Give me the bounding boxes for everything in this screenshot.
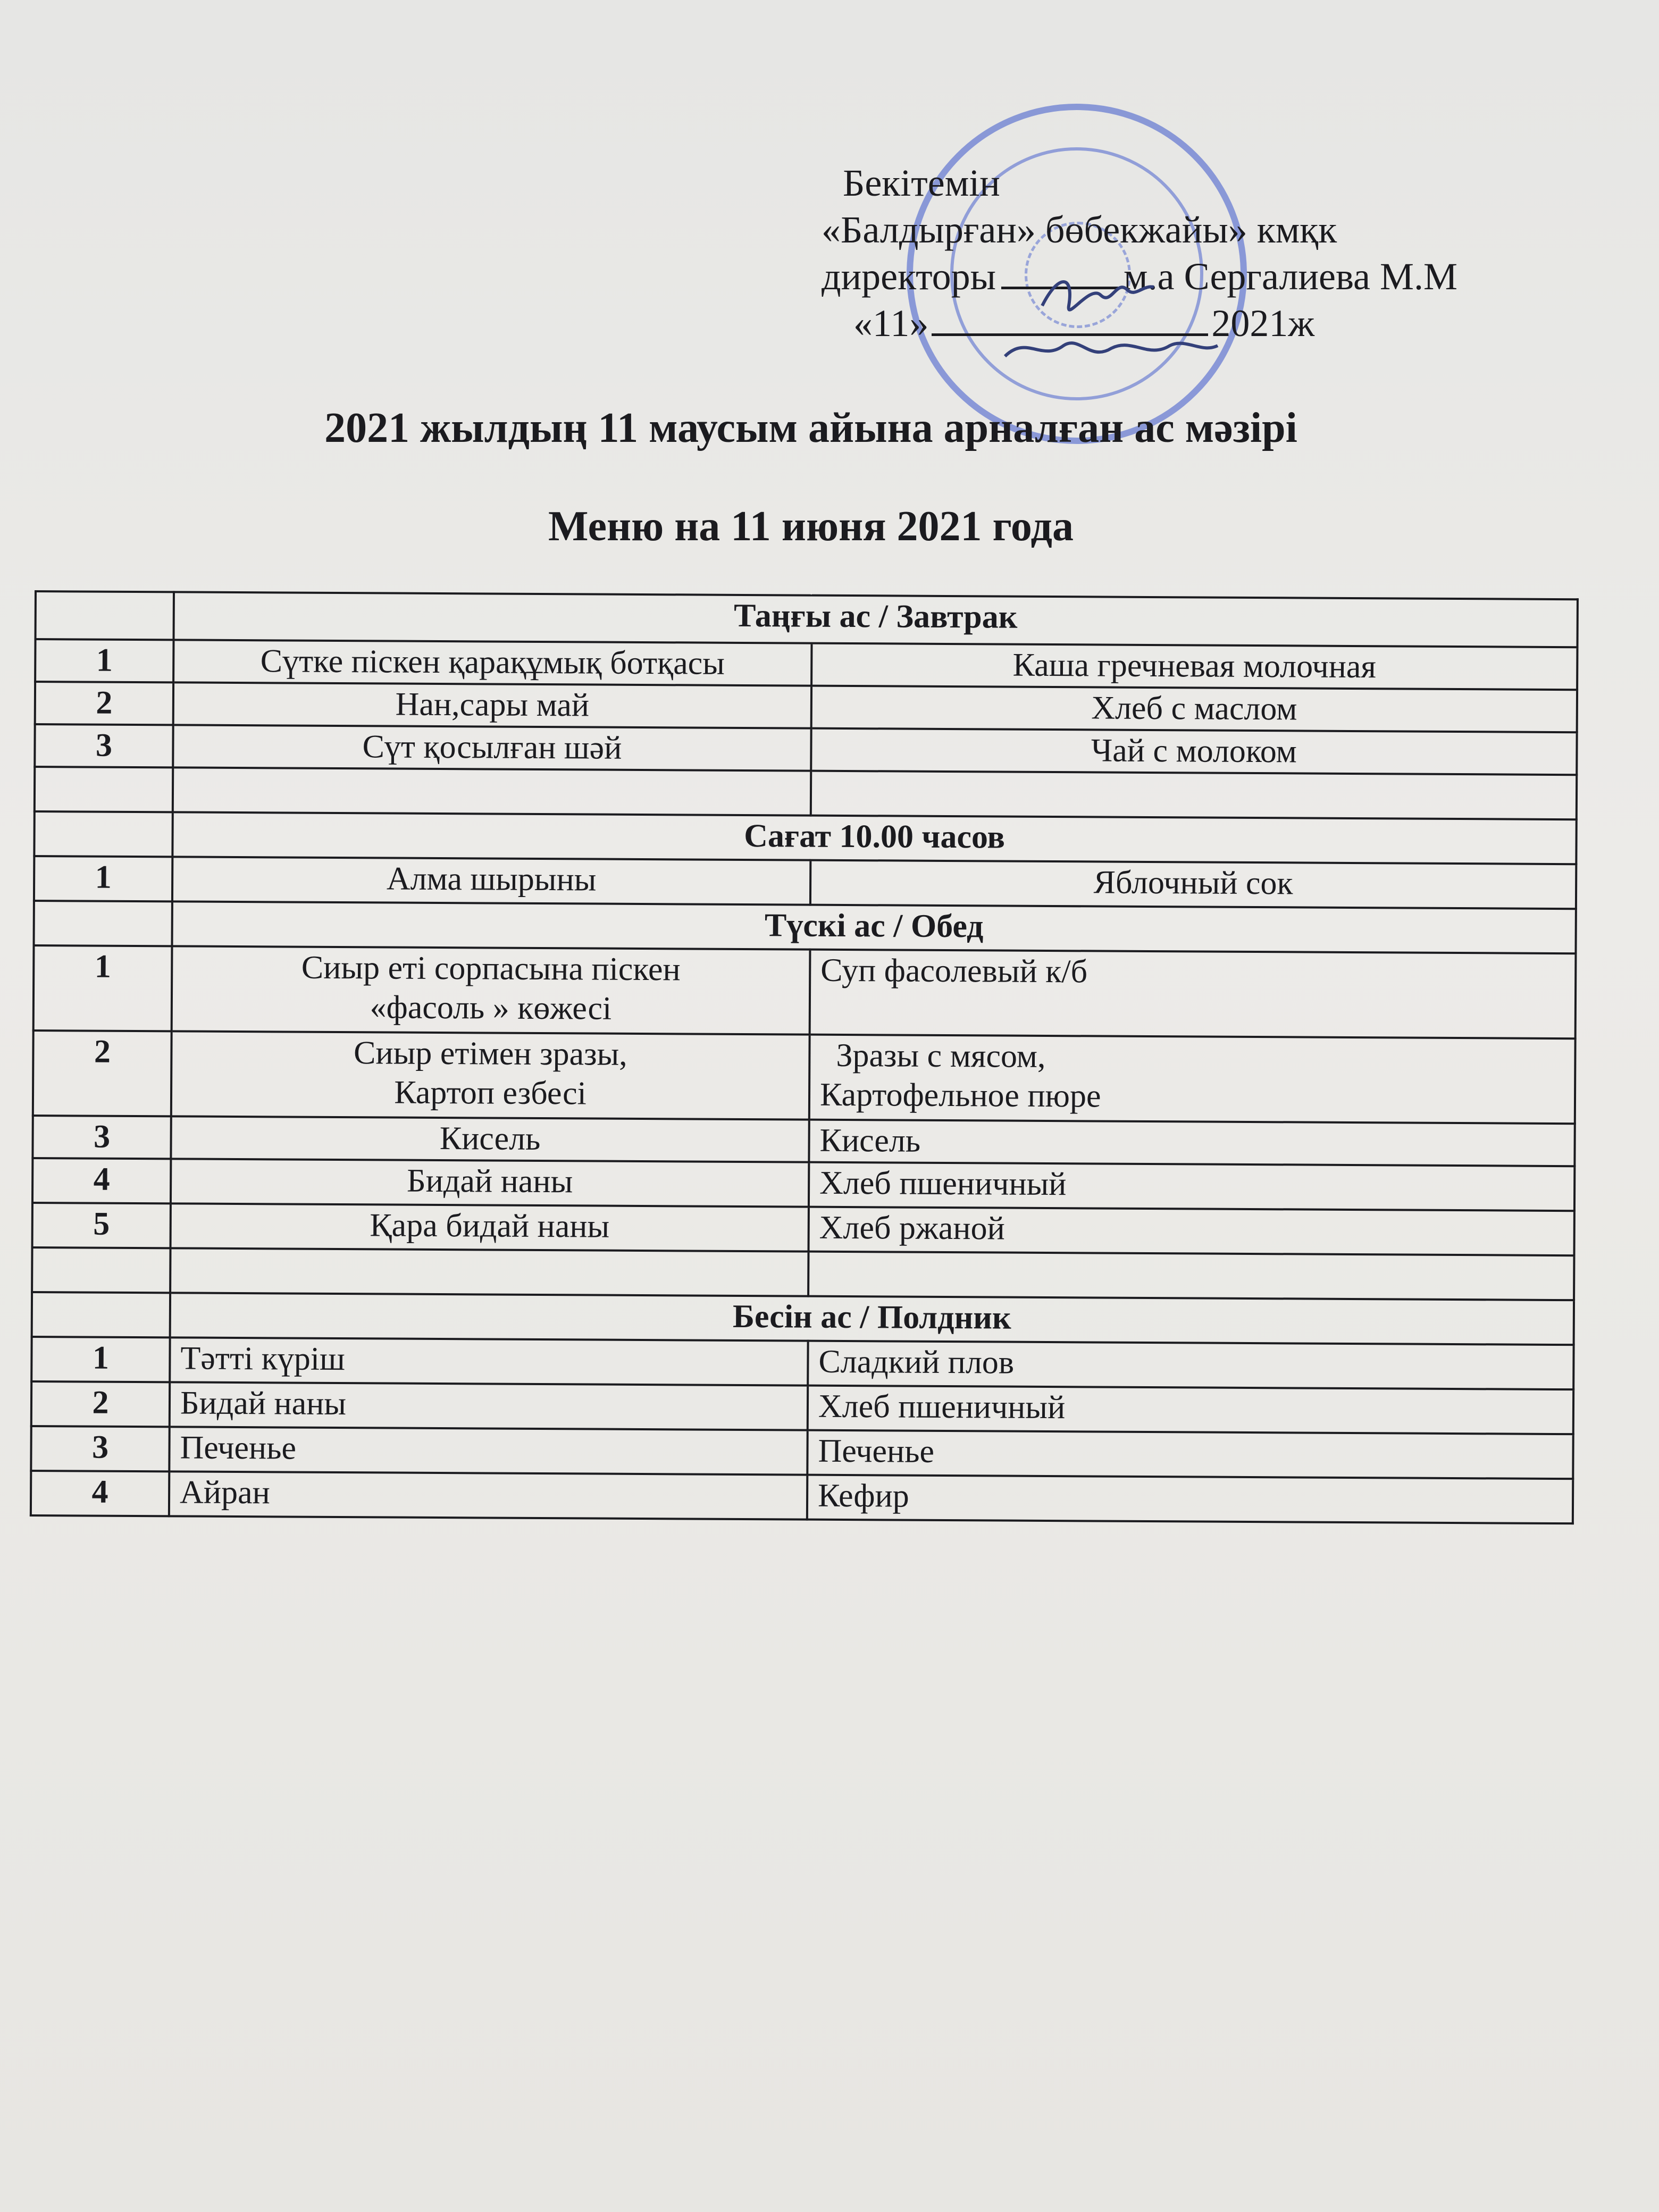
dish-russian: Хлеб пшеничный xyxy=(808,1386,1573,1435)
row-number: 1 xyxy=(31,1337,170,1382)
empty-cell xyxy=(34,811,172,857)
row-number: 3 xyxy=(35,724,173,767)
row-number: 4 xyxy=(32,1158,171,1203)
table-row xyxy=(31,1426,1573,1479)
table-row xyxy=(35,724,1577,775)
dish-russian: Каша гречневая молочная xyxy=(811,643,1577,690)
table-row xyxy=(35,682,1577,732)
dish-russian: Хлеб с маслом xyxy=(811,686,1577,733)
dish-russian: Кефир xyxy=(807,1475,1573,1524)
section-row-afternoon xyxy=(32,1292,1574,1345)
menu-title-kazakh: 2021 жылдың 11 маусым айына арналған ас мәзірі xyxy=(324,405,1297,451)
empty-cell xyxy=(173,767,811,815)
date-year: 2021ж xyxy=(1211,302,1315,345)
approval-organization: «Балдырған» бөбекжайы» кмқк xyxy=(822,208,1337,251)
dish-russian xyxy=(810,950,1576,1039)
row-number: 4 xyxy=(31,1471,169,1516)
date-handwriting xyxy=(1000,324,1223,372)
table-row xyxy=(31,1471,1573,1523)
row-number: 2 xyxy=(31,1381,170,1427)
table-row xyxy=(33,1030,1576,1124)
section-heading-breakfast: Таңғы ас / Завтрак xyxy=(174,592,1578,647)
dish-kazakh-line1: Сиыр еті сорпасына піскен xyxy=(301,949,681,988)
section-row-breakfast xyxy=(36,591,1578,647)
dish-kazakh: Кисель xyxy=(171,1116,809,1162)
dish-kazakh-line2: «фасоль » көжесі xyxy=(370,989,612,1027)
section-heading-snack10: Сағат 10.00 часов xyxy=(172,812,1576,864)
dish-kazakh: Сүтке піскен қарақұмық ботқасы xyxy=(173,640,811,685)
row-number: 1 xyxy=(34,856,172,901)
table-row xyxy=(33,945,1576,1038)
dish-kazakh: Айран xyxy=(169,1471,807,1519)
dish-kazakh xyxy=(172,946,810,1034)
section-heading-afternoon: Бесін ас / Полдник xyxy=(170,1293,1574,1345)
dish-russian-line2: Картофельное пюре xyxy=(819,1076,1101,1115)
section-row-snack10 xyxy=(34,811,1576,864)
empty-cell xyxy=(36,591,174,640)
date-open-quote: « xyxy=(853,302,873,345)
dish-kazakh: Бидай наны xyxy=(170,1382,808,1430)
row-number: 1 xyxy=(33,945,172,1031)
menu-title-russian: Меню на 11 июня 2021 года xyxy=(548,503,1074,550)
empty-cell xyxy=(170,1248,808,1296)
dish-kazakh-line1: Сиыр етімен зразы, xyxy=(353,1035,627,1073)
row-number: 2 xyxy=(35,682,173,725)
table-row xyxy=(31,1381,1573,1434)
table-row xyxy=(35,639,1577,690)
table-row xyxy=(32,1158,1574,1211)
dish-russian: Печенье xyxy=(807,1430,1573,1479)
dish-kazakh-line2: Картоп езбесі xyxy=(394,1074,586,1112)
row-number: 3 xyxy=(32,1116,171,1159)
dish-kazakh xyxy=(171,1031,810,1119)
dish-russian: Хлеб ржаной xyxy=(809,1207,1574,1256)
dish-kazakh: Тәтті күріш xyxy=(170,1337,808,1385)
dish-russian-line1: Суп фасолевый к/б xyxy=(820,952,1088,990)
dish-kazakh: Қара бидай наны xyxy=(171,1203,809,1251)
row-number: 2 xyxy=(33,1030,172,1116)
dish-russian-line1: Зразы с мясом, xyxy=(836,1037,1046,1075)
dish-kazakh: Бидай наны xyxy=(171,1159,809,1206)
dish-kazakh: Сүт қосылған шәй xyxy=(173,725,811,770)
empty-cell xyxy=(32,1247,170,1293)
director-label: директоры xyxy=(822,255,996,298)
empty-row xyxy=(32,1247,1574,1300)
director-name: м.а Сергалиева М.М xyxy=(1124,255,1458,298)
dish-russian: Сладкий плов xyxy=(808,1341,1573,1390)
table-row xyxy=(32,1203,1574,1255)
dish-russian: Чай с молоком xyxy=(811,728,1577,775)
row-number: 3 xyxy=(31,1426,169,1471)
row-number: 1 xyxy=(35,639,173,682)
table-row xyxy=(31,1337,1573,1389)
empty-cell xyxy=(34,901,172,946)
dish-kazakh: Алма шырыны xyxy=(172,857,810,904)
dish-russian xyxy=(809,1035,1576,1124)
empty-row xyxy=(35,767,1577,819)
empty-cell xyxy=(32,1292,170,1337)
dish-russian: Яблочный сок xyxy=(810,860,1576,909)
section-row-lunch xyxy=(34,901,1576,953)
table-row xyxy=(32,1116,1574,1166)
approval-heading: Бекітемін xyxy=(843,162,1000,204)
table-row xyxy=(34,856,1576,909)
dish-kazakh: Нан,сары май xyxy=(173,682,811,728)
director-signature xyxy=(1037,263,1159,327)
row-number: 5 xyxy=(32,1203,171,1248)
empty-cell xyxy=(811,771,1577,820)
empty-cell xyxy=(808,1252,1574,1301)
menu-table xyxy=(30,590,1579,1524)
dish-russian: Хлеб пшеничный xyxy=(809,1162,1574,1211)
dish-kazakh: Печенье xyxy=(169,1427,807,1474)
date-close-quote: » xyxy=(909,302,929,345)
section-heading-lunch: Түскі ас / Обед xyxy=(172,901,1576,953)
empty-cell xyxy=(35,767,173,812)
dish-russian: Кисель xyxy=(809,1120,1574,1167)
date-day: 11 xyxy=(873,302,910,345)
